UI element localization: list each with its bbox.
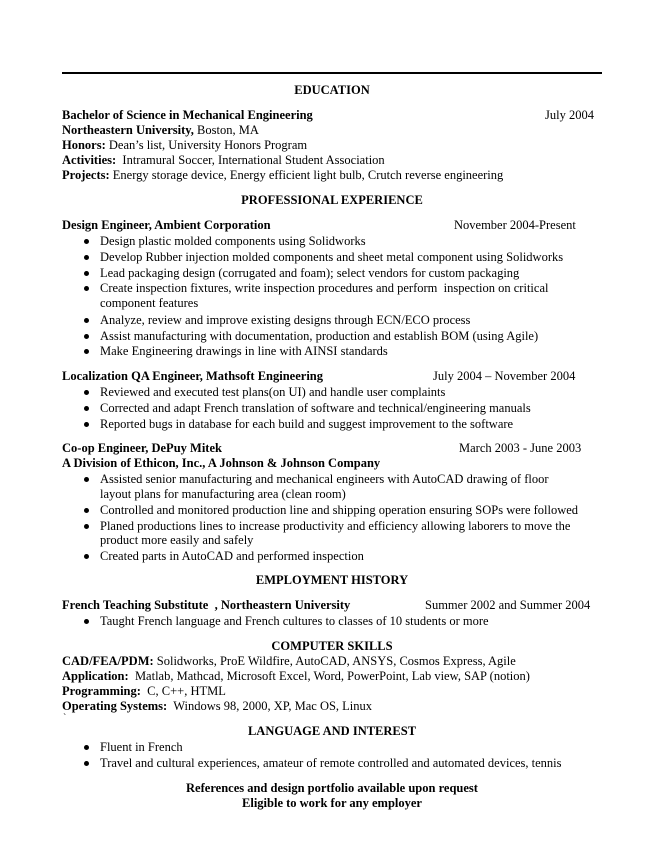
job-title: Design Engineer, Ambient Corporation: [62, 218, 271, 232]
skills-prog-label: Programming:: [62, 684, 141, 698]
activities-label: Activities:: [62, 153, 117, 167]
language-bullet: Travel and cultural experiences, amateur of remote controlled and automated devices, tennis: [100, 756, 562, 770]
job-date: March 2003 - June 2003: [459, 441, 582, 455]
bullet-dot: [84, 524, 89, 529]
job-title: Localization QA Engineer, Mathsoft Engineering: [62, 369, 323, 383]
university-location: Boston, MA: [193, 123, 259, 137]
job-bullet: Controlled and monitored production line and shipping operation ensuring SOPs were followed: [100, 503, 579, 517]
bullet-dot: [84, 349, 89, 354]
bullet-dot: [84, 745, 89, 750]
job-bullet: Assisted senior manufacturing and mechanical engineers with AutoCAD drawing of floor: [100, 472, 549, 486]
job-bullet: Create inspection fixtures, write inspection procedures and perform inspection on critical: [100, 281, 549, 295]
skills-cad-text: Solidworks, ProE Wildfire, AutoCAD, ANSYS, Cosmos Express, Agile: [153, 654, 516, 668]
projects-label: Projects:: [62, 168, 110, 182]
job-bullet: Make Engineering drawings in line with AINSI standards: [100, 344, 388, 358]
top-rule: [62, 72, 602, 74]
skills-os-text: Windows 98, 2000, XP, Mac OS, Linux: [167, 699, 373, 713]
bullet-dot: [84, 422, 89, 427]
job-date: July 2004 – November 2004: [433, 369, 576, 383]
skills-prog-line: [62, 684, 226, 699]
bullet-dot: [84, 255, 89, 260]
degree: Bachelor of Science in Mechanical Engineering: [62, 108, 313, 122]
footer-eligibility: Eligible to work for any employer: [242, 796, 422, 810]
job-bullet-continuation: product more easily and safely: [100, 533, 254, 547]
job-date: November 2004-Present: [454, 218, 576, 232]
job-bullet-continuation: component features: [100, 296, 199, 310]
job-bullet: Reviewed and executed test plans(on UI) and handle user complaints: [100, 385, 446, 399]
employment-heading: EMPLOYMENT HISTORY: [255, 573, 409, 587]
job-bullet: Lead packaging design (corrugated and foam); select vendors for custom packaging: [100, 266, 520, 280]
honors-line: [62, 138, 307, 153]
bullet-dot: [84, 318, 89, 323]
footer-references: References and design portfolio available upon request: [186, 781, 478, 795]
education-heading: EDUCATION: [294, 83, 370, 97]
honors-text: Dean’s list, University Honors Program: [105, 138, 308, 152]
job-bullet: Created parts in AutoCAD and performed inspection: [100, 549, 364, 563]
projects-line: [62, 168, 503, 183]
projects-text: Energy storage device, Energy efficient light bulb, Crutch reverse engineering: [109, 168, 504, 182]
job-bullet: Develop Rubber injection molded components and sheet metal component using Solidworks: [100, 250, 564, 264]
experience-heading: PROFESSIONAL EXPERIENCE: [241, 193, 423, 207]
job-bullet: Reported bugs in database for each build and suggest improvement to the software: [100, 417, 514, 431]
job-subtitle: A Division of Ethicon, Inc., A Johnson & Johnson Company: [62, 456, 381, 470]
employment-date: Summer 2002 and Summer 2004: [425, 598, 591, 612]
skills-heading: COMPUTER SKILLS: [271, 639, 393, 653]
employment-title: French Teaching Substitute , Northeastern University: [62, 598, 351, 612]
university-name: Northeastern University,: [62, 123, 194, 137]
bullet-dot: [84, 761, 89, 766]
university-line: [62, 123, 259, 138]
job-bullet: Planed productions lines to increase productivity and efficiency allowing laborers to move the: [100, 519, 571, 533]
language-heading: LANGUAGE AND INTEREST: [247, 724, 417, 738]
bullet-dot: [84, 271, 89, 276]
skills-app-line: [62, 669, 530, 684]
skills-app-text: Matlab, Mathcad, Microsoft Excel, Word, PowerPoint, Lab view, SAP (notion): [128, 669, 530, 683]
job-bullet: Assist manufacturing with documentation, production and establish BOM (using Agile): [100, 329, 539, 343]
bullet-dot: [84, 619, 89, 624]
skills-prog-text: C, C++, HTML: [140, 684, 226, 698]
job-bullet-continuation: layout plans for manufacturing area (clean room): [100, 487, 346, 501]
bullet-dot: [84, 554, 89, 559]
skills-cad-label: CAD/FEA/PDM:: [62, 654, 154, 668]
job-title: Co-op Engineer, DePuy Mitek: [62, 441, 222, 455]
skills-os-label: Operating Systems:: [62, 699, 168, 713]
employment-bullet: Taught French language and French cultures to classes of 10 students or more: [100, 614, 489, 628]
bullet-dot: [84, 334, 89, 339]
activities-text: Intramural Soccer, International Student Association: [116, 153, 385, 167]
stray-mark: `: [63, 713, 67, 724]
degree-date: July 2004: [545, 108, 594, 122]
job-bullet: Corrected and adapt French translation of software and technical/engineering manuals: [100, 401, 531, 415]
bullet-dot: [84, 286, 89, 291]
skills-app-label: Application:: [62, 669, 129, 683]
bullet-dot: [84, 406, 89, 411]
bullet-dot: [84, 239, 89, 244]
skills-cad-line: [62, 654, 516, 669]
bullet-dot: [84, 477, 89, 482]
job-bullet: Analyze, review and improve existing designs through ECN/ECO process: [100, 313, 471, 327]
job-bullet: Design plastic molded components using Solidworks: [100, 234, 366, 248]
bullet-dot: [84, 508, 89, 513]
honors-label: Honors:: [62, 138, 106, 152]
skills-os-line: [62, 699, 372, 714]
bullet-dot: [84, 390, 89, 395]
language-bullet: Fluent in French: [100, 740, 183, 754]
activities-line: [62, 153, 385, 168]
